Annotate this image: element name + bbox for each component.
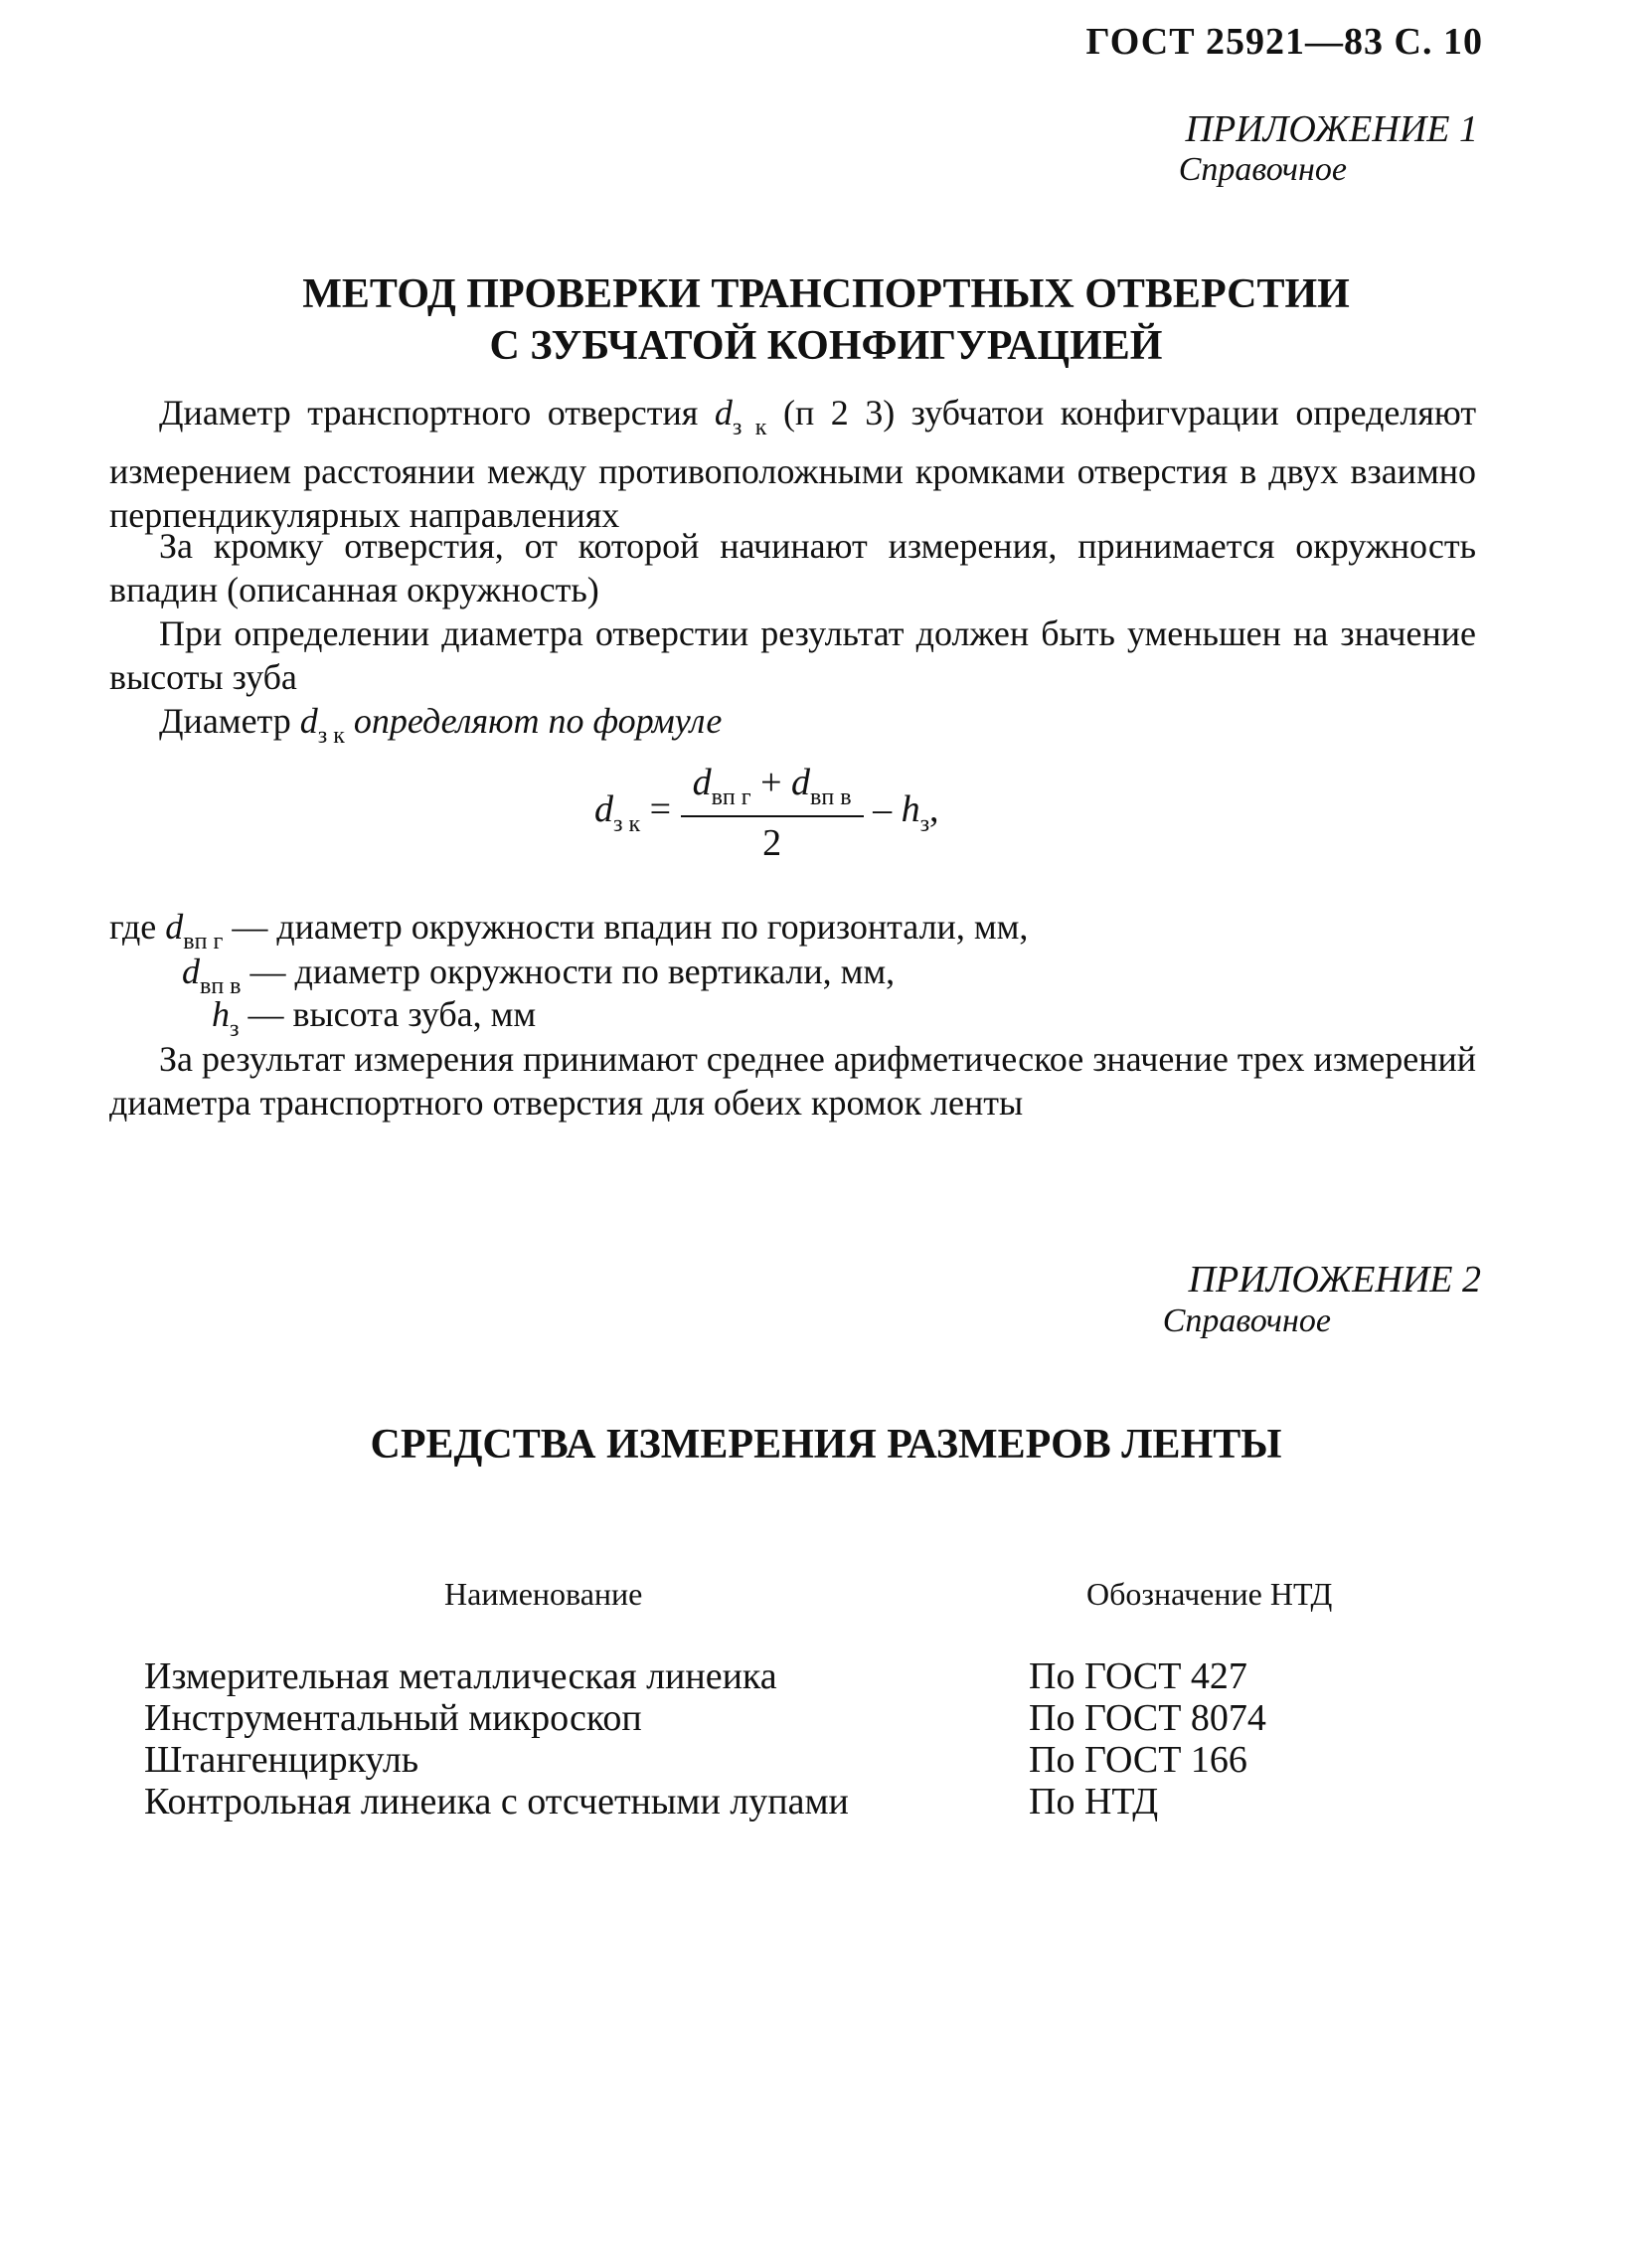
paragraph-1-start: Диаметр транспортного отверстия [159,393,699,433]
formula-fraction [681,761,864,865]
formula-minus: – [873,788,893,831]
row-reference: По НТД [1029,1781,1159,1822]
appendix-2-label: ПРИЛОЖЕНИЕ 2 [1188,1259,1481,1301]
formula [594,761,939,865]
paragraph-4 [109,699,1476,758]
symbol-d: d [714,393,733,433]
page-header: ГОСТ 25921—83 С. 10 [1085,21,1483,63]
table-row [144,1781,1486,1822]
formula-comma: , [929,788,939,831]
formula-lhs: $d_{з к}$ [594,788,641,838]
paragraph-3: При определении диаметра отверстии результат должен быть уменьшен на значение высоты зуба [109,613,1476,697]
instruments-table [144,1655,1486,1822]
row-reference: По ГОСТ 427 [1029,1655,1247,1697]
row-name: Контрольная линеика с отсчетными лупами [144,1781,849,1822]
appendix-1-title-line1: МЕТОД ПРОВЕРКИ ТРАНСПОРТНЫХ ОТВЕРСТИИ [302,271,1350,317]
appendix-1-note: Справочное [1178,151,1347,188]
row-name: Инструментальный микроскоп [144,1697,642,1739]
where-label: где [109,907,157,947]
appendix-1-label: ПРИЛОЖЕНИЕ 1 [1185,108,1478,150]
formula-denominator: 2 [762,822,782,864]
symbol-d-subscript: з к [732,415,767,440]
column-header-name: Наименование [444,1576,643,1612]
symbol-d3k-inline-subscript: з к [317,723,345,749]
column-header-reference: Обозначение НТД [1086,1576,1333,1612]
formula-equals: = [649,788,672,831]
table-row [144,1697,1486,1739]
row-reference: По ГОСТ 8074 [1029,1697,1266,1739]
paragraph-1 [109,391,1476,537]
formula-h: $h_з$ [901,788,930,838]
paragraph-5: За результат измерения принимают среднее арифметическое значение трех измерений диаметра транспортного отверстия для обеих кромок ленты [109,1039,1477,1123]
table-row [144,1655,1486,1697]
appendix-2-note: Справочное [1162,1302,1331,1339]
symbol-d3k-inline: $d_{з к}$ [299,701,345,749]
definition-2: $d_{вп в}$ — диаметр окружности по вертикали, мм, [182,952,896,999]
paragraph-2: За кромку отверстия, от которой начинают измерения, принимается окружность впадин (описанная окружность) [109,526,1476,609]
definition-3: $h_з$ — высота зуба, мм [212,994,537,1042]
paragraph-1-rest: (п 2 3) зубчатои конфигvрации определяют измерением расстоянии между противоположными кромками отверстия в двух взаимно перпендикулярных направлениях [109,393,1477,535]
definition-1: где $d_{вп г}$ — диаметр окружности впадин по горизонтали, мм, [109,907,1029,954]
row-name: Штангенциркуль [144,1739,419,1781]
appendix-1-title-line2: С ЗУБЧАТОЙ КОНФИГУРАЦИЕЙ [489,323,1163,369]
row-name: Измерительная металлическая линеика [144,1655,777,1697]
paragraph-4-start: Диаметр [159,701,291,741]
formula-numerator: $d_{вп г} + d_{вп в}$ [681,761,864,817]
paragraph-4-rest: определяют по формуле [353,701,723,741]
row-reference: По ГОСТ 166 [1029,1739,1247,1781]
appendix-2-title: СРЕДСТВА ИЗМЕРЕНИЯ РАЗМЕРОВ ЛЕНТЫ [370,1422,1282,1468]
table-row [144,1739,1486,1781]
symbol-d3k [714,393,767,440]
